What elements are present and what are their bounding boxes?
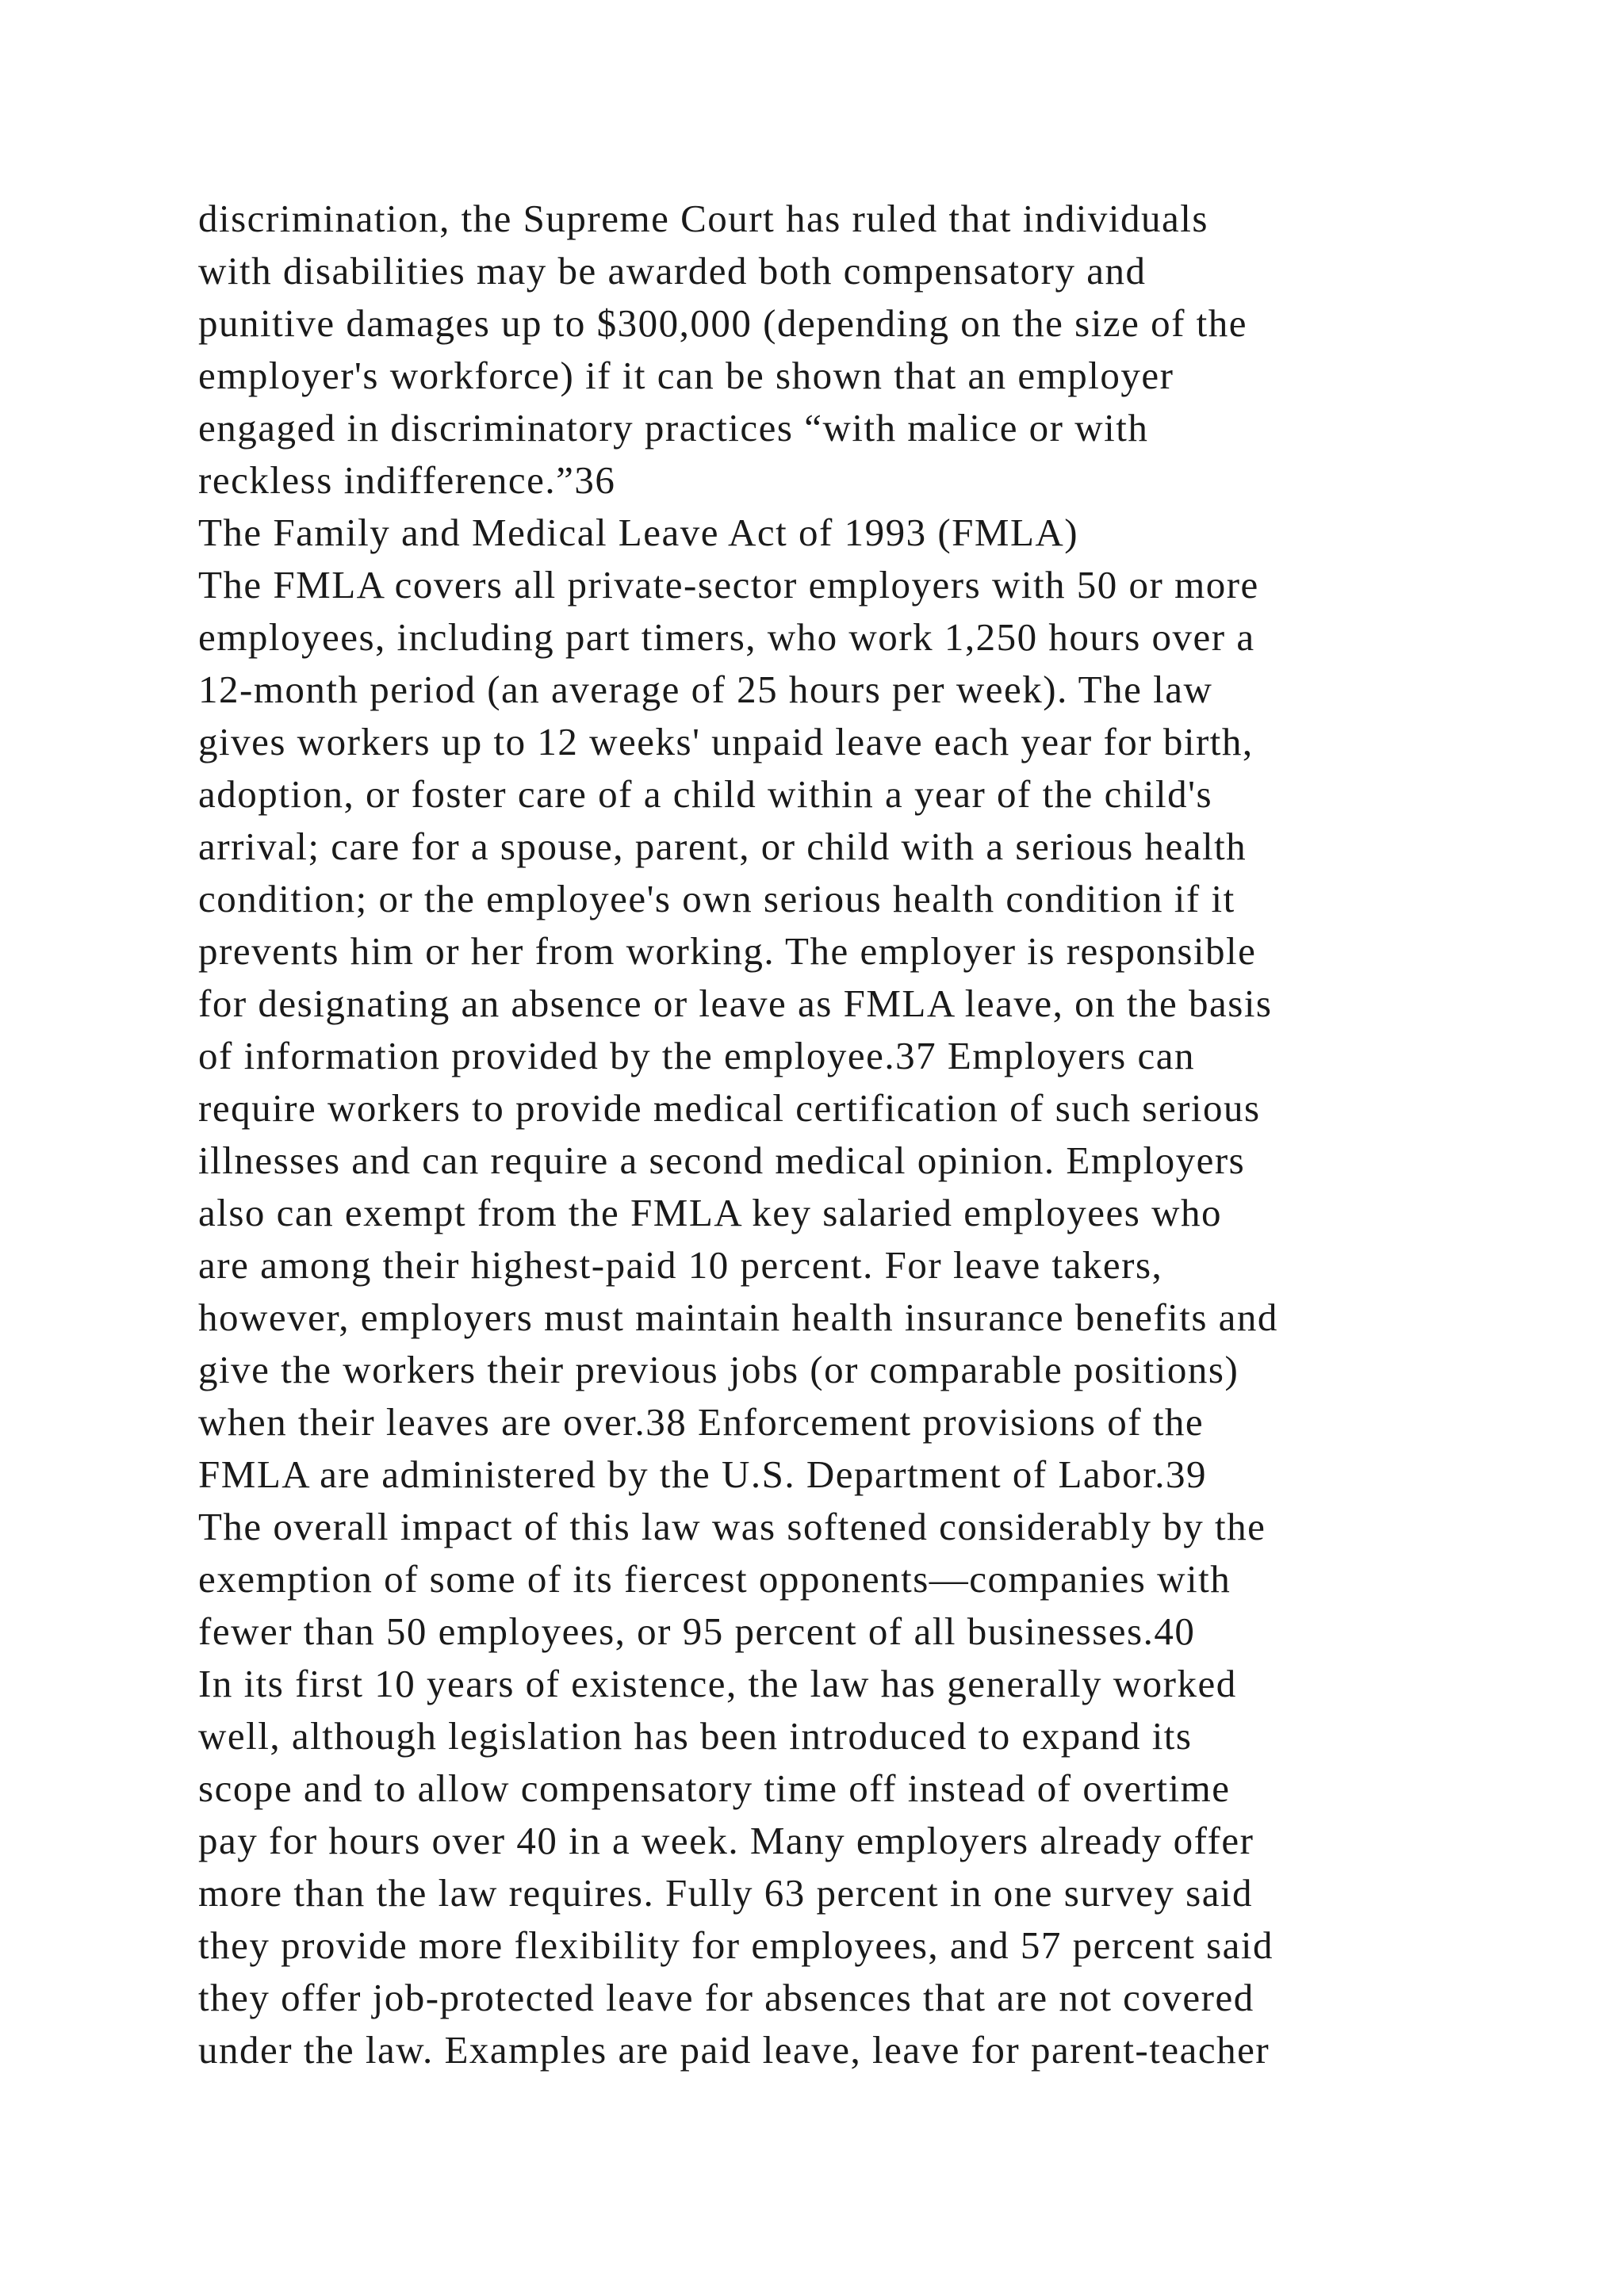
text-line: illnesses and can require a second medical opinion. Employers	[198, 1138, 1246, 1182]
text-line: exemption of some of its fiercest opponents—companies with	[198, 1557, 1231, 1601]
text-line: scope and to allow compensatory time off instead of overtime	[198, 1766, 1231, 1810]
text-line: discrimination, the Supreme Court has ruled that individuals	[198, 197, 1208, 240]
text-line: reckless indifference.”36	[198, 458, 616, 502]
text-line: In its first 10 years of existence, the law has generally worked	[198, 1662, 1237, 1705]
text-line: they provide more flexibility for employees, and 57 percent said	[198, 1923, 1274, 1967]
body-text	[198, 193, 1610, 2076]
text-line: they offer job-protected leave for absences that are not covered	[198, 1976, 1254, 2019]
text-line: employer's workforce) if it can be shown that an employer	[198, 354, 1174, 397]
text-line: also can exempt from the FMLA key salaried employees who	[198, 1191, 1222, 1234]
text-line: are among their highest-paid 10 percent. For leave takers,	[198, 1243, 1163, 1287]
text-line: fewer than 50 employees, or 95 percent of all businesses.40	[198, 1609, 1196, 1653]
text-line: with disabilities may be awarded both compensatory and	[198, 249, 1147, 293]
text-line: when their leaves are over.38 Enforcement provisions of the	[198, 1400, 1205, 1444]
text-line: punitive damages up to $300,000 (depending on the size of the	[198, 301, 1248, 345]
text-line: for designating an absence or leave as FMLA leave, on the basis	[198, 982, 1273, 1025]
text-line: 12-month period (an average of 25 hours per week). The law	[198, 668, 1213, 711]
text-line: give the workers their previous jobs (or comparable positions)	[198, 1348, 1239, 1391]
text-line: more than the law requires. Fully 63 percent in one survey said	[198, 1871, 1254, 1915]
text-line: adoption, or foster care of a child within a year of the child's	[198, 772, 1213, 816]
text-line: of information provided by the employee.37 Employers can	[198, 1034, 1195, 1077]
text-line: however, employers must maintain health insurance benefits and	[198, 1295, 1278, 1339]
text-line: The FMLA covers all private-sector employers with 50 or more	[198, 563, 1259, 607]
text-line: prevents him or her from working. The employer is responsible	[198, 929, 1257, 973]
text-line: pay for hours over 40 in a week. Many employers already offer	[198, 1819, 1254, 1862]
text-line: condition; or the employee's own serious health condition if it	[198, 877, 1235, 920]
text-line: The overall impact of this law was softened considerably by the	[198, 1505, 1266, 1548]
text-line: require workers to provide medical certification of such serious	[198, 1086, 1261, 1130]
text-line: engaged in discriminatory practices “with malice or with	[198, 406, 1149, 450]
text-line: well, although legislation has been introduced to expand its	[198, 1714, 1193, 1758]
text-line: arrival; care for a spouse, parent, or child with a serious health	[198, 825, 1247, 868]
text-line: under the law. Examples are paid leave, leave for parent-teacher	[198, 2028, 1270, 2072]
text-line: gives workers up to 12 weeks' unpaid leave each year for birth,	[198, 720, 1254, 763]
section-heading: The Family and Medical Leave Act of 1993 (FMLA)	[198, 511, 1079, 554]
text-line: employees, including part timers, who work 1,250 hours over a	[198, 615, 1255, 659]
text-line: FMLA are administered by the U.S. Department of Labor.39	[198, 1452, 1207, 1496]
